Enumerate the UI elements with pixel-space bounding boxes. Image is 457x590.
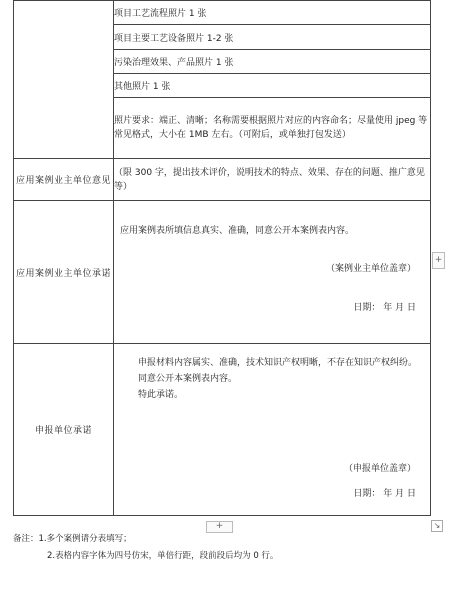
applicant-commit-label: 申报单位承诺 — [14, 344, 114, 516]
case-form-table — [13, 0, 431, 516]
notes — [13, 531, 278, 565]
opinion-label: 应用案例业主单位意见 — [14, 159, 114, 201]
photo-requirement: 照片要求：端正、清晰；名称需要根据照片对应的内容命名；尽量使用 jpeg 等常见格式，大小在 1MB 左右。（可附后，或单独打包发送） — [114, 98, 431, 159]
applicant-line-3: 特此承诺。 — [138, 390, 184, 400]
photos-label-cell — [14, 1, 114, 159]
photo-item-2: 项目主要工艺设备照片 1-2 张 — [114, 25, 431, 50]
table-resize-handle[interactable]: ↘ — [431, 520, 443, 532]
add-column-button[interactable]: + — [432, 252, 445, 269]
owner-commit-cell — [114, 201, 431, 344]
applicant-date: 日期： 年 月 日 — [353, 489, 416, 499]
note-1: 备注：1.多个案例请分表填写； — [13, 534, 132, 544]
opinion-text: （限 300 字，提出技术评价，说明技术的特点、效果、存在的问题、推广意见等） — [114, 159, 431, 201]
owner-commit-text: 应用案例表所填信息真实、准确，同意公开本案例表内容。 — [120, 226, 355, 236]
note-2: 2.表格内容字体为四号仿宋，单倍行距，段前段后均为 0 行。 — [47, 551, 279, 561]
owner-commit-label: 应用案例业主单位承诺 — [14, 201, 114, 344]
photo-item-1: 项目工艺流程照片 1 张 — [114, 1, 431, 25]
applicant-commit-cell — [114, 344, 431, 516]
applicant-seal: （申报单位盖章） — [343, 464, 416, 474]
owner-date: 日期： 年 月 日 — [353, 303, 416, 313]
photo-item-4: 其他照片 1 张 — [114, 74, 431, 98]
owner-seal: （案例业主单位盖章） — [325, 264, 416, 274]
add-row-button[interactable]: + — [206, 521, 233, 533]
applicant-line-2: 同意公开本案例表内容。 — [138, 374, 238, 384]
photo-item-3: 污染治理效果、产品照片 1 张 — [114, 50, 431, 74]
applicant-line-1: 申报材料内容属实、准确，技术知识产权明晰，不存在知识产权纠纷。 — [138, 358, 418, 368]
